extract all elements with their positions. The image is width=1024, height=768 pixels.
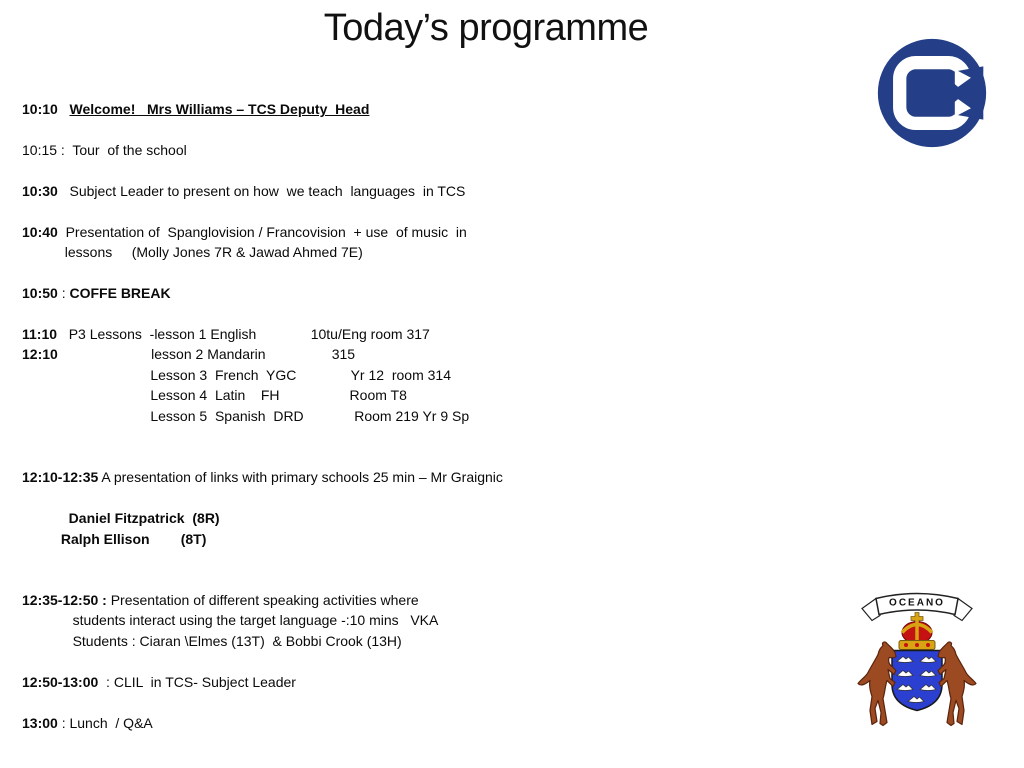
programme-segment: 10:15 : Tour of the school [22, 141, 187, 158]
programme-line [22, 713, 503, 733]
programme-segment: Lesson 3 French YGC Yr 12 room 314 [22, 366, 451, 383]
programme-line [22, 283, 503, 303]
programme-segment: 10:40 [22, 223, 58, 240]
programme-segment: 12:35-12:50 : [22, 591, 107, 608]
programme-segment: A presentation of links with primary schools 25 min – Mr Graignic [98, 469, 503, 486]
programme-segment: 10:10 [22, 101, 70, 117]
programme-line [22, 508, 503, 528]
programme-line [22, 222, 503, 242]
programme-line [22, 119, 503, 139]
programme-line [22, 467, 503, 487]
programme-line [22, 201, 503, 221]
programme-line [22, 692, 503, 712]
programme-line [22, 447, 503, 467]
programme-line [22, 488, 503, 508]
programme-line [22, 610, 503, 630]
programme-segment: lesson 2 Mandarin 315 [57, 346, 356, 363]
programme-line [22, 344, 503, 364]
crown-icon [899, 613, 935, 650]
programme-segment: COFFE BREAK [69, 285, 171, 302]
programme-segment: Lesson 5 Spanish DRD Room 219 Yr 9 Sp [22, 407, 470, 424]
programme-line [22, 549, 503, 569]
programme-line [22, 672, 503, 692]
programme-segment: lessons (Molly Jones 7R & Jawad Ahmed 7E) [22, 244, 363, 261]
programme-line [22, 181, 503, 201]
programme-segment: Presentation of Spanglovision / Francovision + use of music in [57, 223, 467, 240]
programme-segment: 12:50-13:00 [22, 673, 99, 690]
programme-line [22, 529, 503, 549]
banner-text: OCEANO [889, 597, 945, 609]
coat-of-arms-icon [852, 584, 982, 734]
programme-line [22, 385, 503, 405]
programme-segment: 11:10 [22, 325, 58, 342]
programme-segment: Daniel Fitzpatrick (8R) [22, 510, 220, 527]
canary-islands-crest-icon [852, 584, 982, 734]
programme-line [22, 365, 503, 385]
school-logo-icon [875, 36, 989, 150]
programme-line [22, 160, 503, 180]
programme-segment: students interact using the target language -:10 mins VKA [22, 612, 439, 629]
slide-title: Today’s programme [323, 7, 649, 49]
islands-shield [892, 651, 942, 711]
programme-segment: Students : Ciaran \Elmes (13T) & Bobbi Crook (13H) [22, 632, 402, 649]
programme-segment: : Lunch / Q&A [57, 714, 153, 731]
programme-line [22, 304, 503, 324]
programme-segment: : CLIL in TCS- Subject Leader [98, 673, 296, 690]
programme-line [22, 406, 503, 426]
programme-segment: Lesson 4 Latin FH Room T8 [22, 387, 407, 404]
programme-segment: 13:00 [22, 714, 58, 731]
programme-segment: 10:30 [22, 182, 58, 199]
programme-line [22, 590, 503, 610]
programme-segment: : [57, 285, 70, 302]
programme-line [22, 140, 503, 160]
programme-segment: Subject Leader to present on how we teach languages in TCS [57, 182, 466, 199]
programme-line [22, 324, 503, 344]
programme-line [22, 426, 503, 446]
programme-segment: Presentation of different speaking activities where [106, 591, 419, 608]
programme-segment: 12:10 [22, 346, 58, 363]
programme-segment: 10:50 [22, 285, 58, 302]
programme-text [22, 99, 503, 733]
programme-line [22, 99, 503, 119]
programme-line [22, 263, 503, 283]
left-dog-icon [858, 642, 896, 725]
programme-line [22, 569, 503, 589]
circle-c-logo-icon [875, 36, 989, 150]
programme-segment: 12:10-12:35 [22, 469, 99, 486]
right-dog-icon [938, 642, 976, 725]
programme-line [22, 651, 503, 671]
programme-segment: Welcome! Mrs Williams – TCS Deputy Head [69, 101, 370, 117]
programme-line [22, 242, 503, 262]
programme-segment: Ralph Ellison (8T) [22, 530, 207, 547]
programme-line [22, 631, 503, 651]
programme-segment: P3 Lessons -lesson 1 English 10tu/Eng room 317 [57, 325, 430, 342]
